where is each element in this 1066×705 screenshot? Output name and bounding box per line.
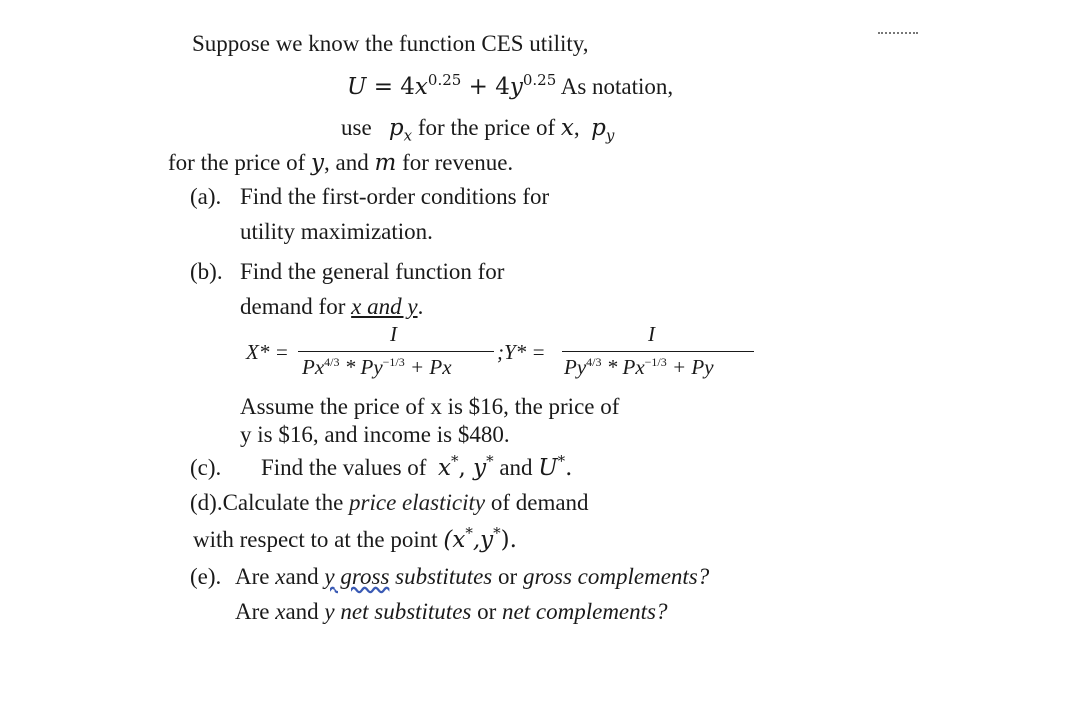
line3-comma: , xyxy=(573,115,580,140)
formula-eq: = 4 xyxy=(366,74,415,100)
part-e-label: (e). xyxy=(190,564,222,589)
part-d-x-star: * xyxy=(465,524,473,542)
part-e-or: or xyxy=(492,564,523,589)
y-den-px: * Px xyxy=(601,355,645,379)
part-d-line-2 xyxy=(193,524,517,553)
part-c-text: Find the values of x*, y* and U*. xyxy=(261,452,573,481)
y-star-fraction-bar xyxy=(562,351,754,352)
part-c-y: y xyxy=(473,455,487,481)
y-den-exp2: −1/3 xyxy=(644,355,667,369)
y-star-numerator: I xyxy=(648,322,655,346)
x-den-plus-px: + Px xyxy=(404,355,452,379)
part-e-gross-complements: gross complements? xyxy=(522,564,710,589)
part-e2-are: Are xyxy=(235,599,276,624)
x-star-lhs: X* = xyxy=(246,340,289,364)
part-d-respect: with respect to at the point xyxy=(193,527,444,552)
part-e-line-1 xyxy=(235,564,709,590)
x-star-denominator xyxy=(302,355,452,380)
part-e-gross: gross xyxy=(334,564,390,589)
part-e2-or: or xyxy=(471,599,503,624)
intro-line-1: Suppose we know the function CES utility, xyxy=(192,31,589,56)
part-d-point-x: (x xyxy=(443,527,466,553)
part-d-line-1 xyxy=(190,490,589,516)
y-star-denominator xyxy=(564,355,714,380)
intro-line-3 xyxy=(341,115,614,145)
intro-line-4 xyxy=(168,150,513,176)
px-symbol: p xyxy=(388,115,404,141)
assume-line-1: Assume the price of x is $16, the price of xyxy=(240,394,620,419)
py-symbol: p xyxy=(591,115,606,141)
part-e2-x: x xyxy=(275,599,286,624)
part-b-demand-for: demand for xyxy=(240,294,352,319)
part-b-period: . xyxy=(417,294,424,319)
line3-mid: for the price of xyxy=(412,115,561,140)
x-star-fraction-bar xyxy=(298,351,494,352)
part-e-and: and xyxy=(285,564,325,589)
assume-line-2: y is $16, and income is $480. xyxy=(240,422,510,447)
corner-mark xyxy=(878,32,918,36)
part-e-y: y xyxy=(324,564,335,589)
x-den-px: Px xyxy=(302,355,325,379)
y-star-lhs: ;Y* = xyxy=(497,340,546,364)
formula-y: y xyxy=(509,74,523,100)
formula-exp-1: 0.25 xyxy=(427,71,462,89)
formula-plus: + 4 xyxy=(461,74,510,100)
part-b-line-1: Find the general function for xyxy=(240,259,505,284)
part-d-calc: Calculate the xyxy=(222,490,350,515)
py-sub: y xyxy=(605,126,615,145)
part-d-point-y: ,y xyxy=(472,527,494,553)
utility-formula xyxy=(347,71,674,100)
part-e2-and: and xyxy=(285,599,325,624)
x-den-exp1: 4/3 xyxy=(324,355,340,369)
part-e2-net-complements: net complements? xyxy=(502,599,668,624)
part-c-x: x xyxy=(437,455,451,481)
formula-x: x xyxy=(414,74,428,100)
part-c-and: and xyxy=(493,455,539,480)
formula-exp-2: 0.25 xyxy=(522,71,557,89)
part-a-line-2: utility maximization. xyxy=(240,219,433,244)
part-b-x-and-y: x and y xyxy=(351,294,418,319)
part-c-u-star: * xyxy=(557,452,566,470)
y-den-py: Py xyxy=(564,355,587,379)
part-e-substitutes: substitutes xyxy=(389,564,493,589)
formula-u: U xyxy=(347,74,367,100)
part-e2-y: y xyxy=(324,599,335,624)
line3-x: x xyxy=(560,115,574,141)
part-d-point-close: ). xyxy=(500,527,517,553)
use-word: use xyxy=(341,115,372,140)
part-e-x: x xyxy=(275,564,286,589)
x-den-py: * Py xyxy=(339,355,383,379)
part-d-of-demand: of demand xyxy=(485,490,589,515)
part-a-line-1: Find the first-order conditions for xyxy=(240,184,550,209)
y-den-exp1: 4/3 xyxy=(586,355,602,369)
px-sub: x xyxy=(403,126,413,145)
part-d-label: (d). xyxy=(190,490,223,515)
part-c-u: U xyxy=(538,455,558,481)
part-e2-net-substitutes: net substitutes xyxy=(334,599,472,624)
part-d-y-star: * xyxy=(493,524,501,542)
line4-a: for the price of xyxy=(168,150,312,175)
part-c-label: (c). xyxy=(190,455,222,480)
part-a-label: (a). xyxy=(190,184,222,209)
part-b-label: (b). xyxy=(190,259,223,284)
part-e-are: Are xyxy=(235,564,276,589)
formula-tail: As notation, xyxy=(556,74,674,99)
x-star-numerator: I xyxy=(390,322,397,346)
line4-y: y xyxy=(311,150,325,176)
part-c-find: Find the values of xyxy=(261,455,433,480)
part-b-line-2 xyxy=(240,294,423,320)
part-e-line-2 xyxy=(235,599,667,625)
part-c-y-star: * xyxy=(486,452,494,470)
x-den-exp2: −1/3 xyxy=(382,355,405,369)
y-den-plus-py: + Py xyxy=(666,355,714,379)
line4-b: , and xyxy=(324,150,375,175)
part-c-x-star: * xyxy=(450,452,459,470)
part-d-price-elasticity: price elasticity xyxy=(349,490,486,515)
line4-c: for revenue. xyxy=(396,150,514,175)
line4-m: m xyxy=(374,150,397,176)
